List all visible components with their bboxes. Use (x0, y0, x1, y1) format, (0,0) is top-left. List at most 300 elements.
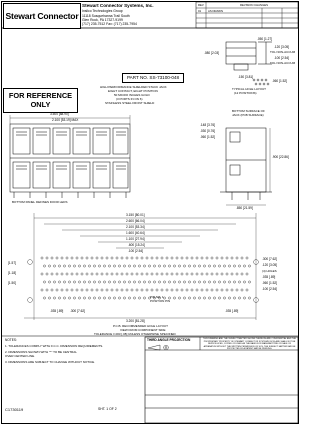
pcb-hole (203, 265, 205, 267)
pcb-hole (106, 289, 108, 291)
note-pcb-holes: (4) HOLES (262, 269, 277, 273)
pcb-hole (113, 265, 115, 267)
pcb-layout-subtitle: VIEW FROM COMPONENT SIDE (120, 328, 166, 332)
pcb-hole (238, 297, 240, 299)
pcb-hole (241, 289, 243, 291)
pcb-hole (206, 257, 208, 259)
pcb-hole (58, 281, 60, 283)
company-name: Stewart Connector Systems, Inc. (82, 3, 154, 8)
pcb-hole (61, 257, 63, 259)
pcb-hole (63, 297, 65, 299)
pcb-hole (246, 289, 248, 291)
note-2-continued: OVER CENTER LINE. (5, 354, 36, 358)
pcb-hole (153, 265, 155, 267)
pcb-hole (246, 273, 248, 275)
pcb-hole (88, 281, 90, 283)
pcb-hole (73, 265, 75, 267)
dim-pcb-left: [1.57] (8, 261, 16, 265)
note-typical-hole: TYPICAL HOLE LAYOUT (232, 87, 267, 91)
pcb-hole (196, 273, 198, 275)
pcb-hole (141, 273, 143, 275)
pcb-hole (136, 273, 138, 275)
pcb-hole (128, 297, 130, 299)
company-logo: Stewart Connector (3, 3, 81, 29)
revision-row-rev: 01 (198, 8, 202, 13)
pcb-hole (68, 265, 70, 267)
pcb-hole (143, 281, 145, 283)
pcb-hole (203, 297, 205, 299)
pcb-hole (133, 265, 135, 267)
pcb-hole (166, 289, 168, 291)
pcb-hole (141, 257, 143, 259)
pcb-hole (138, 265, 140, 267)
mounting-hole (28, 260, 33, 265)
pcb-hole (73, 297, 75, 299)
pcb-hole (241, 257, 243, 259)
pcb-hole (211, 257, 213, 259)
pcb-hole (61, 273, 63, 275)
pcb-hole (78, 265, 80, 267)
dim-top-right-4: .080 [2.03] (204, 51, 220, 55)
pcb-hole (66, 257, 68, 259)
dim-top-right-3: .100 [2.54] (274, 56, 290, 60)
note-pin-1: PIN NO. 1 (150, 295, 164, 299)
pcb-hole (91, 289, 93, 291)
dim-front-width-max: 2.100 [53.19] MAX (52, 118, 79, 122)
pcb-hole (143, 297, 145, 299)
pcb-hole (136, 257, 138, 259)
pcb-hole (68, 281, 70, 283)
projection-symbol (148, 345, 168, 350)
company-group: Insilco Technologies Group (82, 9, 123, 13)
pcb-hole (176, 273, 178, 275)
pcb-hole (218, 297, 220, 299)
mounting-hole (28, 298, 33, 303)
pcb-hole (116, 257, 118, 259)
pcb-hole (193, 281, 195, 283)
pcb-hole (81, 257, 83, 259)
dim-pcb-right: .300 [7.62] (262, 257, 278, 261)
pcb-hole (176, 289, 178, 291)
pcb-hole (46, 289, 48, 291)
pcb-hole (243, 281, 245, 283)
dim-side-depth: .850 [21.59] (236, 206, 253, 210)
pcb-hole (173, 297, 175, 299)
pcb-hole (71, 289, 73, 291)
pcb-hole (176, 257, 178, 259)
pcb-hole (63, 281, 65, 283)
pcb-hole (168, 281, 170, 283)
pcb-hole (41, 273, 43, 275)
pcb-hole (178, 297, 180, 299)
pcb-hole (133, 281, 135, 283)
note-typical-hole-count: (12 POSITIONS) (234, 91, 257, 95)
pcb-hole (96, 257, 98, 259)
pcb-hole (86, 257, 88, 259)
pcb-hole (76, 273, 78, 275)
pcb-hole (46, 273, 48, 275)
pcb-hole (191, 273, 193, 275)
pcb-hole (123, 281, 125, 283)
dim-front-width: 3.500 [88.90] (50, 112, 69, 116)
pcb-hole (91, 273, 93, 275)
pcb-hole (231, 289, 233, 291)
pcb-hole (78, 281, 80, 283)
pcb-hole (43, 297, 45, 299)
pcb-hole (196, 289, 198, 291)
dim-pcb-left: [1.18] (8, 271, 16, 275)
pcb-hole (146, 257, 148, 259)
pcb-hole (213, 281, 215, 283)
pcb-hole (226, 289, 228, 291)
pcb-hole (146, 273, 148, 275)
pcb-hole (123, 265, 125, 267)
pcb-hole (221, 273, 223, 275)
pcb-hole (53, 281, 55, 283)
pcb-hole (156, 257, 158, 259)
pcb-hole (56, 273, 58, 275)
pcb-hole (143, 265, 145, 267)
company-phone: (717) 235-7512 Fax: (717) 235-7954 (82, 22, 137, 26)
pcb-hole (206, 273, 208, 275)
pcb-hole (186, 289, 188, 291)
dim-pcb-bottom: .300 [7.62] (70, 309, 86, 313)
pcb-hole (126, 273, 128, 275)
pcb-hole (216, 273, 218, 275)
pcb-hole (53, 265, 55, 267)
pcb-hole (191, 257, 193, 259)
pcb-hole (111, 257, 113, 259)
pcb-layout-title: P.C.B. RECOMMENDED HOLE LAYOUT (113, 324, 168, 328)
pcb-hole (123, 297, 125, 299)
notes-title: NOTES: (5, 338, 17, 342)
pcb-hole (248, 265, 250, 267)
pcb-hole (111, 289, 113, 291)
pcb-hole (228, 281, 230, 283)
dim-pcb: .600 [15.24] (128, 243, 145, 247)
pcb-hole (106, 257, 108, 259)
dim-side-top: .148 [3.76] (200, 123, 216, 127)
part-number: PART NO. SS-73100-048 (122, 73, 184, 83)
pcb-hole (148, 281, 150, 283)
pcb-hole (108, 265, 110, 267)
pcb-hole (53, 297, 55, 299)
pcb-hole (153, 281, 155, 283)
pcb-hole (236, 289, 238, 291)
pcb-hole (211, 289, 213, 291)
pcb-hole (56, 257, 58, 259)
pcb-hole (228, 297, 230, 299)
pcb-hole (58, 297, 60, 299)
pcb-hole (101, 273, 103, 275)
pcb-hole (193, 265, 195, 267)
dim-pcb: 2.600 [66.04] (126, 219, 145, 223)
pcb-hole (206, 289, 208, 291)
pcb-hole (121, 289, 123, 291)
pcb-hole (221, 257, 223, 259)
pcb-hole (48, 281, 50, 283)
pcb-hole (166, 273, 168, 275)
revision-row-change: AS DRAWN (208, 8, 223, 13)
pcb-hole (131, 289, 133, 291)
pcb-hole (138, 297, 140, 299)
pcb-hole (98, 281, 100, 283)
pcb-hole (201, 273, 203, 275)
pcb-hole (88, 297, 90, 299)
pcb-hole (193, 297, 195, 299)
pcb-hole (181, 257, 183, 259)
pcb-hole (146, 289, 148, 291)
note-2: 2. DIMENSIONS SHOWN WITH "*" TO BE CENTRAL (5, 350, 77, 354)
pcb-hole (108, 297, 110, 299)
pcb-hole (101, 289, 103, 291)
pcb-hole (223, 265, 225, 267)
pcb-hole (233, 265, 235, 267)
pcb-hole (156, 273, 158, 275)
pcb-hole (218, 265, 220, 267)
pcb-hole (118, 265, 120, 267)
pcb-hole (181, 273, 183, 275)
pcb-hole (96, 289, 98, 291)
note-3: 3. DIMENSIONS ARE SUBJECT TO CHANGE WITHOUT NOTICE. (5, 360, 95, 364)
dim-pcb: .100 [2.54] (128, 249, 144, 253)
pcb-hole (218, 281, 220, 283)
pcb-hole (56, 289, 58, 291)
dim-pcb-left: [1.50] (8, 281, 16, 285)
note-1: 1. TOLERANCES COMPLY WITH F.C.C. DIMENSION REQUIREMENTS. (5, 344, 104, 348)
note-led-tol: TOL NON-ACCUM (270, 50, 296, 54)
pcb-hole (83, 281, 85, 283)
pcb-hole (151, 257, 153, 259)
pcb-hole (171, 257, 173, 259)
pcb-hole (86, 289, 88, 291)
pcb-hole (211, 273, 213, 275)
dim-typ-1: .150 [3.81] (238, 75, 254, 79)
description-line: (3 PORTS IN ON 6) (116, 97, 143, 101)
note-led-tol-2: TOL NON-ACCUM (270, 61, 296, 65)
pcb-hole (81, 289, 83, 291)
pcb-hole (103, 265, 105, 267)
pcb-hole (138, 281, 140, 283)
pcb-hole (231, 273, 233, 275)
pcb-hole (98, 297, 100, 299)
pcb-hole (213, 297, 215, 299)
pcb-hole (213, 265, 215, 267)
pcb-hole (238, 281, 240, 283)
dim-pcb-right: .035 [.89] (262, 275, 276, 279)
pcb-hole (76, 289, 78, 291)
pcb-hole (181, 289, 183, 291)
pcb-hole (71, 257, 73, 259)
top-side-view (226, 42, 272, 70)
pcb-hole (241, 273, 243, 275)
reference-banner: FOR REFERENCE ONLY (3, 88, 78, 113)
pcb-hole (223, 281, 225, 283)
pcb-hole (141, 289, 143, 291)
description-line: 50 MICRO INCHES GOLD (114, 93, 150, 97)
pcb-hole (166, 257, 168, 259)
pcb-hole (161, 273, 163, 275)
pcb-hole (51, 273, 53, 275)
dim-pcb: 2.100 [53.34] (126, 225, 145, 229)
pcb-hole (161, 257, 163, 259)
pcb-hole (223, 297, 225, 299)
pcb-hole (183, 265, 185, 267)
pcb-hole (58, 265, 60, 267)
pcb-hole (198, 265, 200, 267)
company-address: 11118 Susquehanna Trail South (82, 14, 130, 18)
pcb-hole (66, 273, 68, 275)
pcb-layout-tolerance: TOLERANCE ±.003 [.08] UNLESS OTHERWISE SPECIFIED (94, 332, 176, 336)
pcb-hole (203, 281, 205, 283)
dim-pcb-right: .060 [1.52] (262, 281, 278, 285)
pcb-hole (228, 265, 230, 267)
pcb-hole (233, 281, 235, 283)
typical-hole-pattern (253, 79, 269, 85)
pcb-hole (73, 281, 75, 283)
pcb-hole (216, 289, 218, 291)
pcb-hole (216, 257, 218, 259)
pcb-hole (186, 257, 188, 259)
pcb-hole (151, 289, 153, 291)
projection-label: THIRD ANGLE PROJECTION (147, 338, 191, 342)
pcb-hole (86, 273, 88, 275)
front-view (10, 124, 130, 198)
pcb-hole (158, 281, 160, 283)
pcb-hole (178, 265, 180, 267)
pcb-hole (83, 297, 85, 299)
dim-pcb-overall: 3.200 [81.28] (126, 319, 145, 323)
proprietary-notice: THIS DRAWING AND THE SUBJECT MATTER SHOWN THEREON ARE CONFIDENTIAL AND THE PROPRIETARY PROPERTY OF STEWART CONNECTOR SYSTEMS (SCS) AND SHALL NOT BE REPRODUCED, COPIED OR USED AS THE BASIS FOR MANUFACTURE OR SALE OF APPARATUS WITHOUT THE WRITTEN PERMISSION OF SCS. THE SUBJECT MATTER MAY BE PROTECTED BY A PATENT MAY BE PENDING. (202, 338, 297, 350)
pcb-hole (118, 297, 120, 299)
pcb-hole (173, 281, 175, 283)
side-view (220, 128, 272, 200)
dim-pcb: 1.600 [40.64] (126, 231, 145, 235)
pcb-hole (103, 297, 105, 299)
pcb-hole (71, 273, 73, 275)
pcb-hole (41, 289, 43, 291)
pcb-hole (163, 281, 165, 283)
pcb-hole (198, 281, 200, 283)
pcb-hole (48, 265, 50, 267)
pcb-hole (66, 289, 68, 291)
pcb-hole (43, 265, 45, 267)
pcb-hole (183, 297, 185, 299)
pcb-hole (133, 297, 135, 299)
pcb-hole (163, 265, 165, 267)
dim-pcb-right: .120 [3.05] (262, 263, 278, 267)
note-position-pin: POSITION PIN (150, 299, 171, 303)
pcb-hole (201, 289, 203, 291)
pcb-hole (108, 281, 110, 283)
pcb-hole (226, 257, 228, 259)
pcb-hole (93, 297, 95, 299)
pcb-hole (93, 281, 95, 283)
pcb-hole (101, 257, 103, 259)
pcb-hole (131, 273, 133, 275)
pcb-hole (236, 257, 238, 259)
description-line: HIGH PERFORMANCE SHIELDED STACK JACK (100, 85, 167, 89)
pcb-hole (231, 257, 233, 259)
pcb-hole (243, 265, 245, 267)
pcb-hole (151, 273, 153, 275)
pcb-hole (111, 273, 113, 275)
pcb-hole (93, 265, 95, 267)
pcb-hole (41, 257, 43, 259)
pcb-hole (103, 281, 105, 283)
pcb-hole (156, 289, 158, 291)
note-jack-surface-2: JACK (PCB SURFACE) (232, 113, 264, 117)
description-line: EIGHT CONTACT, EIGHT POSITION (108, 89, 158, 93)
pcb-hole (196, 257, 198, 259)
pcb-hole (183, 281, 185, 283)
pcb-hole (198, 297, 200, 299)
pcb-hole (46, 257, 48, 259)
dim-top-right-2: .120 [3.05] (274, 45, 290, 49)
dim-pcb-right: .100 [2.54] (262, 287, 278, 291)
pcb-hole (236, 273, 238, 275)
pcb-hole (186, 273, 188, 275)
pcb-hole (246, 257, 248, 259)
pcb-hole (208, 297, 210, 299)
pcb-hole (51, 257, 53, 259)
note-bottom-panel: BOTTOM PANEL DEFINES DOOR LEDS (12, 200, 68, 204)
pcb-hole (121, 257, 123, 259)
pcb-hole (158, 265, 160, 267)
pcb-hole (226, 273, 228, 275)
pcb-hole (63, 265, 65, 267)
pcb-hole (48, 297, 50, 299)
pcb-hole (96, 273, 98, 275)
pcb-hole (173, 265, 175, 267)
dim-pcb: 3.150 [80.01] (126, 213, 145, 217)
pcb-hole (171, 289, 173, 291)
pcb-hole (126, 289, 128, 291)
pcb-hole (248, 281, 250, 283)
pcb-hole (208, 265, 210, 267)
pcb-hole (116, 289, 118, 291)
dim-top-right-1: .050 [1.27] (257, 37, 273, 41)
pcb-hole (106, 273, 108, 275)
pcb-hole (91, 257, 93, 259)
pcb-hole (51, 289, 53, 291)
dim-side-height: .900 [22.86] (272, 155, 289, 159)
pcb-hole (188, 297, 190, 299)
pcb-hole (171, 273, 173, 275)
pcb-hole (188, 265, 190, 267)
pcb-hole (243, 297, 245, 299)
pcb-hole (238, 265, 240, 267)
pcb-hole (201, 257, 203, 259)
pcb-hole (178, 281, 180, 283)
dim-pcb: 1.100 [27.94] (126, 237, 145, 241)
pcb-hole (136, 289, 138, 291)
revision-header-rev: REV (198, 3, 204, 7)
dim-side-flat: .060 [1.52] (200, 135, 216, 139)
dim-pcb-bottom: .035 [.89] (225, 309, 239, 313)
pcb-hole (233, 297, 235, 299)
pcb-hole (126, 257, 128, 259)
revision-header-changes: REVISION CHANGES (240, 3, 268, 7)
pcb-hole (131, 257, 133, 259)
pcb-hole (148, 265, 150, 267)
pcb-hole (81, 273, 83, 275)
pcb-hole (116, 273, 118, 275)
description-line: STAINLESS STEEL FRONT SHIELD (105, 101, 155, 105)
pcb-hole (188, 281, 190, 283)
pcb-hole (118, 281, 120, 283)
pcb-hole (161, 289, 163, 291)
